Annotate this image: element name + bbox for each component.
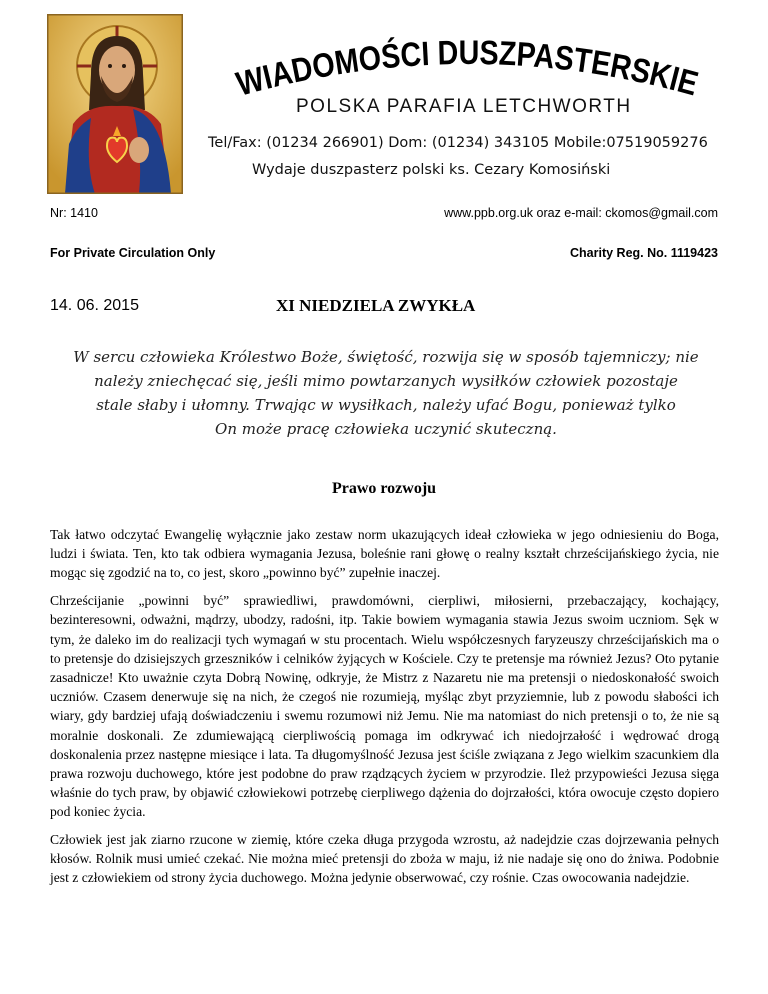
- article-paragraph: Tak łatwo odczytać Ewangelię wyłącznie jako zestaw norm ukazujących ideał człowieka w jego odniesieniu do Boga, ludzi i świata. Ten, kto tak odbiera wymagania Jezusa, boleśnie rani głowę o realny kształt chrześcijańskiego życia, nie mogąc się zgodzić na to, co jest, skoro „powinno być” zupełnie inaczej.: [50, 527, 719, 581]
- editor-line: Wydaje duszpasterz polski ks. Cezary Komosiński: [252, 162, 611, 178]
- christ-sacred-heart-icon: [47, 14, 183, 194]
- article-heading: Prawo rozwoju: [331, 480, 437, 497]
- svg-text:WIADOMOŚCI DUSZPASTERSKIE: [232, 33, 706, 104]
- web-email: www.ppb.org.uk oraz e-mail: ckomos@gmail.com: [444, 206, 718, 220]
- article-paragraph: Człowiek jest jak ziarno rzucone w ziemię, które czeka długa przygoda wzrostu, aż nadejdzie czas dojrzewania pełnych kłosów. Rolnik musi umieć czekać. Nie można mieć pretensji do zboża w maju, iż nie nadaje się ono do żniwa. Podobnie jest z człowiekiem od strony życia duchowego. Można jedynie obserwować, czy rośnie. Czas owocowania nadejdzie.: [50, 832, 719, 886]
- quote-line: On może pracę człowieka uczynić skuteczną.: [215, 420, 557, 438]
- masthead-title-text: WIADOMOŚCI DUSZPASTERSKIE: [232, 33, 706, 104]
- article-body: [50, 525, 719, 896]
- quote-line: należy zniechęcać się, jeśli mimo powtarzanych wysiłków człowiek pozostaje: [94, 372, 678, 390]
- quote-line: W sercu człowieka Królestwo Boże, świętość, rozwija się w sposób tajemniczy; nie: [73, 348, 699, 366]
- opening-quote: [46, 345, 726, 441]
- charity-reg: Charity Reg. No. 1119423: [570, 246, 718, 260]
- sunday-title: XI NIEDZIELA ZWYKŁA: [276, 296, 476, 315]
- circulation-note: For Private Circulation Only: [50, 246, 216, 260]
- article-paragraph: Chrześcijanie „powinni być” sprawiedliwi, prawdomówni, cierpliwi, miłosierni, przebaczający, kochający, bezinteresowni, odważni, mądrzy, ubodzy, radośni, itp. Takie bowiem wymagania stawia Jezus swoim uczniom. Sęk w tym, że daleko im do realizacji tych wymagań w stu procentach. Wielu współczesnych faryzeuszy chrześcijańskich ma o to pretensje do dzisiejszych grzeszników i celników żyjących w Kościele. Czy te pretensje ma również Jezus? Oto pytanie zasadnicze! Kto uważnie czyta Dobrą Nowinę, odkryje, że Mistrz z Nazaretu nie ma pretensji o niedoskonałość swoich uczniów. Czasem denerwuje się na nich, że czegoś nie rozumieją, myśląc zbyt przyziemnie, lub z powodu słabości ich wiary, gdy bardziej ufają doświadczeniu i swemu rozumowi niż Jemu. Nie ma natomiast do nich pretensji o to, że nie są moralnie doskonali. Ze zdumiewającą cierpliwością pomaga im odkrywać ich niedojrzałość i wędrować drogą doskonalenia przez następne miesiące i lata. Ta długomyślność Jezusa jest ściśle związana z Jego wielkim szacunkiem dla prawa rozwoju duchowego, które jest podobne do praw rządzących życiem w przyrodzie. Ileż przypowieści Jezusa sięga właśnie do tych praw, by objawić człowiekowi potrzebę cierpliwego dążenia do dojrzałości, która owocuje często dopiero pod koniec życia.: [50, 593, 719, 820]
- quote-line: stale słaby i ułomny. Trwając w wysiłkach, należy ufać Bogu, ponieważ tylko: [96, 396, 676, 414]
- issue-date: 14. 06. 2015: [50, 297, 139, 314]
- masthead-title: [190, 24, 750, 102]
- parish-name: POLSKA PARAFIA LETCHWORTH: [296, 96, 632, 117]
- contact-line: Tel/Fax: (01234 266901) Dom: (01234) 343105 Mobile:07519059276: [208, 135, 708, 151]
- issue-number: Nr: 1410: [50, 206, 98, 220]
